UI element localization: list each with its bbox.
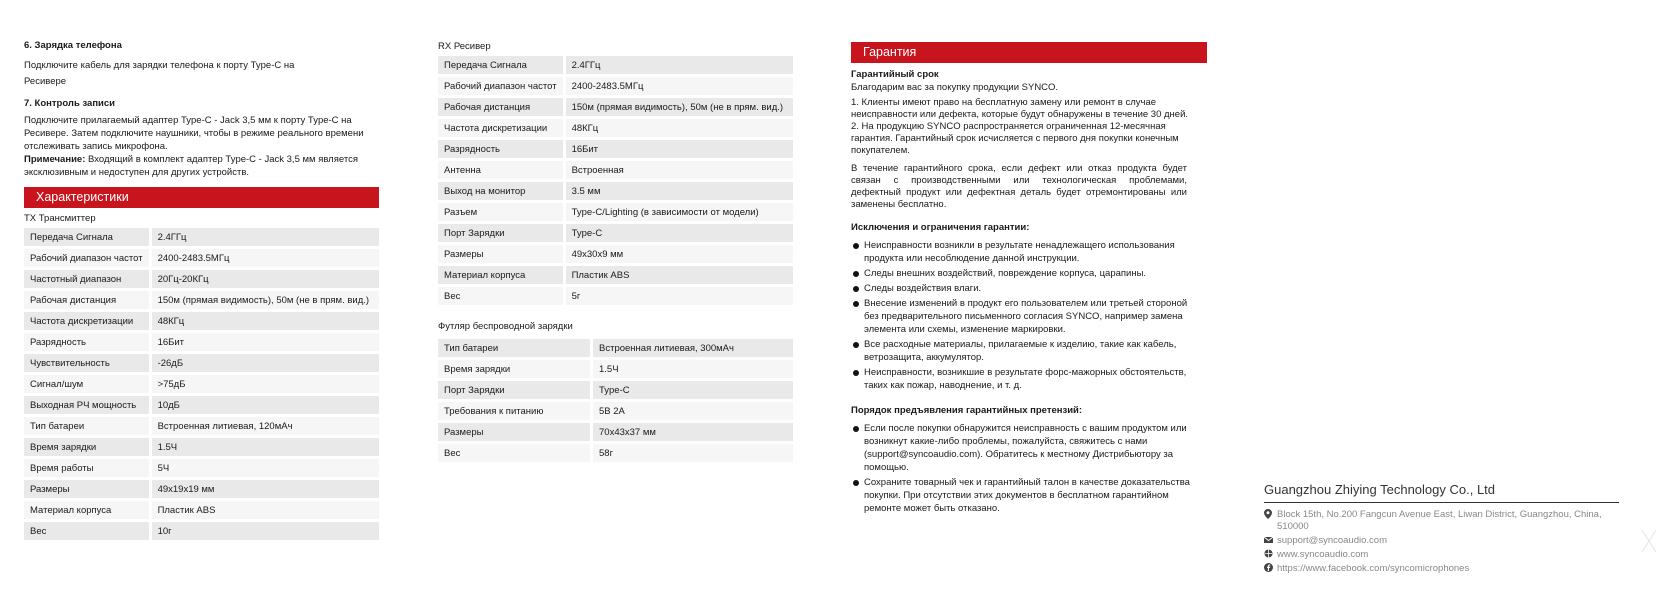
case-spec-table xyxy=(438,336,793,465)
spec-row xyxy=(24,396,379,414)
mail-icon xyxy=(1264,535,1277,547)
tx-spec-table xyxy=(24,225,379,543)
spec-label: Тип батареи xyxy=(438,339,593,357)
list-item: Неисправности, возникшие в результате форс-мажорных обстоятельств, таких как пожар, наводнение, и т. д. xyxy=(851,366,1196,392)
address-row xyxy=(1264,509,1619,533)
spec-row xyxy=(24,417,379,435)
spec-label: Размеры xyxy=(438,245,566,263)
list-item: Все расходные материалы, прилагаемые к изделию, такие как кабель, ветрозащита, аккумулятор. xyxy=(851,338,1196,364)
spec-row xyxy=(24,333,379,351)
spec-label: Требования к питанию xyxy=(438,402,593,420)
spec-value: 3.5 мм xyxy=(566,182,793,200)
list-item: Следы воздействия влаги. xyxy=(851,282,1196,295)
facebook-link[interactable]: https://www.facebook.com/syncomicrophones xyxy=(1277,563,1470,574)
spec-row xyxy=(24,291,379,309)
spec-row xyxy=(438,182,793,200)
spec-row xyxy=(438,339,793,357)
exclusions-heading: Исключения и ограничения гарантии: xyxy=(851,222,1030,233)
spec-value: 70x43x37 мм xyxy=(593,423,793,441)
tx-title: TX Трансмиттер xyxy=(24,213,96,224)
spec-value: 48КГц xyxy=(152,312,379,330)
spec-row xyxy=(438,224,793,242)
spec-row xyxy=(438,402,793,420)
spec-value: Пластик ABS xyxy=(152,501,379,519)
spec-value: 58г xyxy=(593,444,793,462)
spec-label: Рабочий диапазон частот xyxy=(24,249,152,267)
address-text: Block 15th, No.200 Fangcun Avenue East, Liwan District, Guangzhou, China, 510000 xyxy=(1277,509,1602,532)
spec-label: Порт Зарядки xyxy=(438,224,566,242)
spec-row xyxy=(438,381,793,399)
rx-title: RX Ресивер xyxy=(438,41,491,52)
spec-label: Размеры xyxy=(24,480,152,498)
spec-value: 5г xyxy=(566,287,793,305)
spec-label: Материал корпуса xyxy=(24,501,152,519)
spec-label: Рабочий диапазон частот xyxy=(438,77,566,95)
spec-label: Передача Сигнала xyxy=(24,228,152,246)
spec-label: Выходная РЧ мощность xyxy=(24,396,152,414)
spec-value: Встроенная литиевая, 300мАч xyxy=(593,339,793,357)
email-link[interactable]: support@syncoaudio.com xyxy=(1277,535,1387,546)
rx-spec-table xyxy=(438,53,793,308)
facebook-icon xyxy=(1264,563,1277,575)
spec-label: Выход на монитор xyxy=(438,182,566,200)
spec-value: Type-C xyxy=(593,381,793,399)
spec-row xyxy=(24,228,379,246)
recording-note-label: Примечание: xyxy=(24,154,86,165)
spec-value: Встроенная литиевая, 120мАч xyxy=(152,417,379,435)
spec-row xyxy=(24,480,379,498)
spec-value: 20Гц-20КГц xyxy=(152,270,379,288)
spec-value: Пластик ABS xyxy=(566,266,793,284)
spec-value: 5В 2А xyxy=(593,402,793,420)
warranty-title-bar: Гарантия xyxy=(851,42,1207,63)
spec-value: 5Ч xyxy=(152,459,379,477)
spec-row xyxy=(24,312,379,330)
spec-row xyxy=(24,438,379,456)
spec-label: Рабочая дистанция xyxy=(24,291,152,309)
charging-text: Подключите кабель для зарядки телефона к порту Type-C на Ресивере xyxy=(24,60,295,87)
spec-value: 10г xyxy=(152,522,379,540)
recording-heading: 7. Контроль записи xyxy=(24,98,116,109)
website-row[interactable] xyxy=(1264,549,1619,561)
spec-value: 150м (прямая видимость), 50м (не в прям. вид.) xyxy=(152,291,379,309)
spec-value: 49x19x19 мм xyxy=(152,480,379,498)
fold-mark xyxy=(1640,528,1658,554)
globe-icon xyxy=(1264,549,1277,561)
spec-value: 2400-2483.5МГц xyxy=(152,249,379,267)
spec-row xyxy=(438,98,793,116)
column-middle xyxy=(438,40,793,465)
spec-value: 1.5Ч xyxy=(152,438,379,456)
spec-value: 150м (прямая видимость), 50м (не в прям. вид.) xyxy=(566,98,793,116)
list-item: Если после покупки обнаружится неисправность с вашим продуктом или возникнут какие-либо проблемы, пожалуйста, свяжитесь с нами (support@syncoaudio.com). Обратитесь к местному Дистрибьютору за помощью. xyxy=(851,422,1196,474)
spec-label: Материал корпуса xyxy=(438,266,566,284)
claims-heading: Порядок предъявления гарантийных претензий: xyxy=(851,405,1083,416)
list-item: Неисправности возникли в результате ненадлежащего использования продукта или несоблюдение данной инструкции. xyxy=(851,239,1196,265)
spec-row xyxy=(24,375,379,393)
spec-label: Антенна xyxy=(438,161,566,179)
spec-row xyxy=(24,459,379,477)
warranty-p3: В течение гарантийного срока, если дефект или отказ продукта будет связан с производственными или технологическая проблемами, дефектный продукт или дефектная деталь будет отремонтированы или заменены бесплатно. xyxy=(851,163,1187,210)
spec-label: Размеры xyxy=(438,423,593,441)
spec-label: Время зарядки xyxy=(438,360,593,378)
spec-value: Type-C/Lighting (в зависимости от модели) xyxy=(566,203,793,221)
spec-value: >75дБ xyxy=(152,375,379,393)
spec-value: Встроенная xyxy=(566,161,793,179)
spec-row xyxy=(24,249,379,267)
warranty-body xyxy=(851,68,1196,515)
spec-label: Частота дискретизации xyxy=(24,312,152,330)
spec-label: Порт Зарядки xyxy=(438,381,593,399)
column-warranty xyxy=(851,42,1207,517)
spec-value: 16Бит xyxy=(566,140,793,158)
spec-value: 16Бит xyxy=(152,333,379,351)
spec-label: Разрядность xyxy=(438,140,566,158)
spec-value: 2.4ГГц xyxy=(566,56,793,74)
spec-row xyxy=(24,522,379,540)
warranty-p1: 1. Клиенты имеют право на бесплатную замену или ремонт в случае неисправности или дефекта, которые будут обнаружены в течение 30 дней. xyxy=(851,97,1189,120)
recording-note-text: Входящий в комплект адаптер Type-C - Jack 3,5 мм является эксклюзивным и недоступен для других устройств. xyxy=(24,154,358,178)
location-pin-icon xyxy=(1264,509,1277,533)
warranty-thanks: Благодарим вас за покупку продукции SYNCO. xyxy=(851,82,1059,93)
claims-list xyxy=(851,422,1196,515)
specs-title-bar: Характеристики xyxy=(24,187,379,208)
spec-value: 10дБ xyxy=(152,396,379,414)
spec-label: Частотный диапазон xyxy=(24,270,152,288)
spec-value: 2400-2483.5МГц xyxy=(566,77,793,95)
spec-label: Разъем xyxy=(438,203,566,221)
spec-row xyxy=(438,77,793,95)
spec-value: -26дБ xyxy=(152,354,379,372)
spec-value: 2.4ГГц xyxy=(152,228,379,246)
spec-label: Тип батареи xyxy=(24,417,152,435)
spec-row xyxy=(438,56,793,74)
spec-row xyxy=(438,245,793,263)
warranty-period-heading: Гарантийный срок xyxy=(851,69,939,80)
spec-row xyxy=(438,360,793,378)
list-item: Внесение изменений в продукт его пользователем или третьей стороной без предварительного письменного согласия SYNCO, например замена элемента или схемы, изменение маркировки. xyxy=(851,297,1196,336)
facebook-row[interactable] xyxy=(1264,563,1619,575)
spec-row xyxy=(438,423,793,441)
spec-value: 48КГц xyxy=(566,119,793,137)
case-title: Футляр беспроводной зарядки xyxy=(438,321,573,332)
contact-block xyxy=(1264,482,1619,575)
spec-row xyxy=(438,266,793,284)
exclusions-list xyxy=(851,239,1196,392)
spec-value: 1.5Ч xyxy=(593,360,793,378)
spec-row xyxy=(24,354,379,372)
spec-row xyxy=(438,287,793,305)
spec-label: Передача Сигнала xyxy=(438,56,566,74)
company-name: Guangzhou Zhiying Technology Co., Ltd xyxy=(1264,482,1619,503)
email-row[interactable] xyxy=(1264,535,1619,547)
spec-label: Сигнал/шум xyxy=(24,375,152,393)
spec-row xyxy=(438,444,793,462)
website-link[interactable]: www.syncoaudio.com xyxy=(1277,549,1369,560)
list-item: Сохраните товарный чек и гарантийный талон в качестве доказательства покупки. При отсутствии этих документов в бесплатном гарантийном ремонте может быть отказано. xyxy=(851,476,1196,515)
spec-value: Type-C xyxy=(566,224,793,242)
recording-text xyxy=(24,114,374,179)
spec-label: Вес xyxy=(24,522,152,540)
spec-label: Время работы xyxy=(24,459,152,477)
spec-value: 49x30x9 мм xyxy=(566,245,793,263)
spec-label: Вес xyxy=(438,287,566,305)
spec-label: Вес xyxy=(438,444,593,462)
spec-label: Чувствительность xyxy=(24,354,152,372)
spec-row xyxy=(438,161,793,179)
spec-label: Рабочая дистанция xyxy=(438,98,566,116)
list-item: Следы внешних воздействий, повреждение корпуса, царапины. xyxy=(851,267,1196,280)
column-left xyxy=(24,38,379,543)
recording-body: Подключите прилагаемый адаптер Type-C - Jack 3,5 мм к порту Type-C на Ресивере. Затем подключите наушники, чтобы в режиме реального времени отслеживать запись микрофона. xyxy=(24,115,364,152)
spec-row xyxy=(438,203,793,221)
warranty-p2: 2. На продукцию SYNCO распространяется ограниченная 12-месячная гарантия. Гарантийный срок исчисляется с первого дня покупки конечным покупателем. xyxy=(851,121,1179,156)
spec-row xyxy=(24,270,379,288)
spec-row xyxy=(24,501,379,519)
spec-label: Разрядность xyxy=(24,333,152,351)
spec-row xyxy=(438,119,793,137)
spec-label: Частота дискретизации xyxy=(438,119,566,137)
charging-heading: 6. Зарядка телефона xyxy=(24,40,122,51)
spec-row xyxy=(438,140,793,158)
spec-label: Время зарядки xyxy=(24,438,152,456)
